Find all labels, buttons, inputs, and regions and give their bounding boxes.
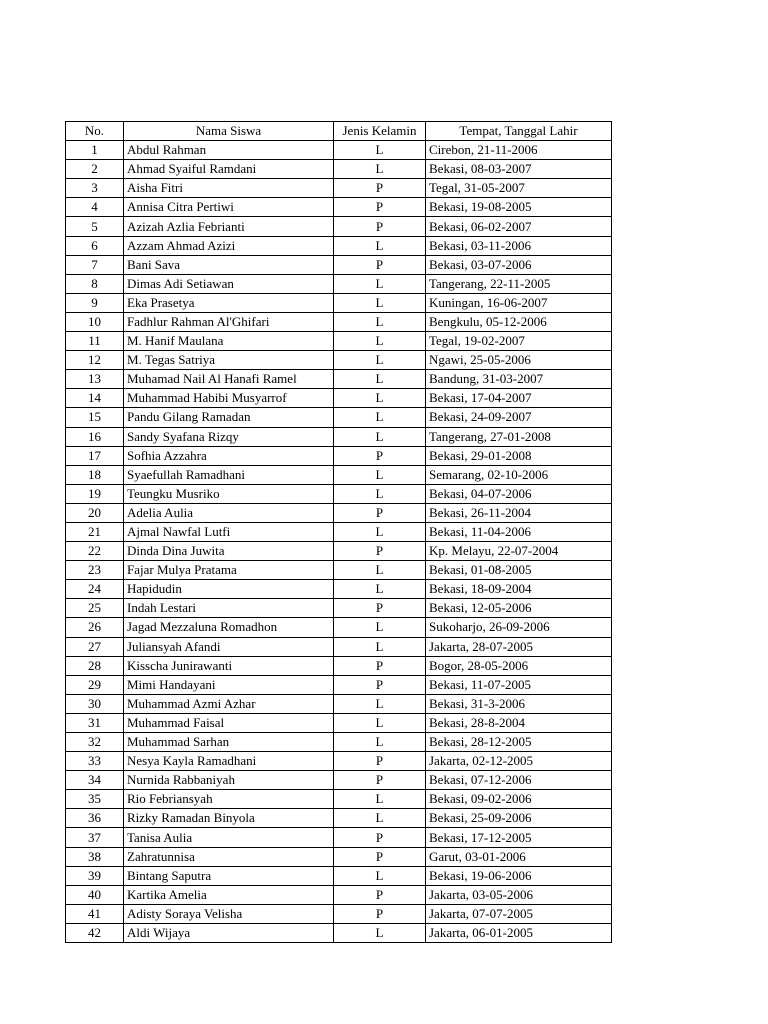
cell-no: 42	[66, 923, 124, 942]
cell-tempat-tanggal-lahir: Bekasi, 31-3-2006	[426, 694, 612, 713]
table-row	[66, 809, 612, 828]
cell-no: 22	[66, 542, 124, 561]
cell-tempat-tanggal-lahir: Bekasi, 11-04-2006	[426, 522, 612, 541]
cell-no: 11	[66, 332, 124, 351]
cell-nama-siswa: Fajar Mulya Pratama	[124, 561, 334, 580]
header-no: No.	[66, 122, 124, 141]
table-row	[66, 446, 612, 465]
cell-jenis-kelamin: P	[334, 847, 426, 866]
cell-tempat-tanggal-lahir: Tangerang, 27-01-2008	[426, 427, 612, 446]
cell-no: 38	[66, 847, 124, 866]
cell-nama-siswa: Muhammad Azmi Azhar	[124, 694, 334, 713]
cell-tempat-tanggal-lahir: Cirebon, 21-11-2006	[426, 141, 612, 160]
cell-nama-siswa: Rizky Ramadan Binyola	[124, 809, 334, 828]
table-row	[66, 847, 612, 866]
cell-no: 18	[66, 465, 124, 484]
table-row	[66, 312, 612, 331]
cell-nama-siswa: Hapidudin	[124, 580, 334, 599]
cell-tempat-tanggal-lahir: Bengkulu, 05-12-2006	[426, 312, 612, 331]
cell-nama-siswa: Abdul Rahman	[124, 141, 334, 160]
cell-no: 21	[66, 522, 124, 541]
cell-jenis-kelamin: L	[334, 465, 426, 484]
cell-nama-siswa: Pandu Gilang Ramadan	[124, 408, 334, 427]
table-row	[66, 332, 612, 351]
cell-no: 36	[66, 809, 124, 828]
cell-no: 15	[66, 408, 124, 427]
cell-jenis-kelamin: P	[334, 675, 426, 694]
cell-nama-siswa: Dimas Adi Setiawan	[124, 274, 334, 293]
cell-nama-siswa: Muhammad Faisal	[124, 713, 334, 732]
table-row	[66, 771, 612, 790]
table-row	[66, 503, 612, 522]
cell-nama-siswa: Kartika Amelia	[124, 885, 334, 904]
cell-no: 23	[66, 561, 124, 580]
cell-nama-siswa: Rio Febriansyah	[124, 790, 334, 809]
cell-nama-siswa: Nurnida Rabbaniyah	[124, 771, 334, 790]
cell-nama-siswa: Nesya Kayla Ramadhani	[124, 752, 334, 771]
cell-no: 39	[66, 866, 124, 885]
cell-jenis-kelamin: L	[334, 332, 426, 351]
cell-jenis-kelamin: L	[334, 427, 426, 446]
cell-no: 30	[66, 694, 124, 713]
cell-no: 13	[66, 370, 124, 389]
cell-jenis-kelamin: L	[334, 561, 426, 580]
table-row	[66, 255, 612, 274]
cell-no: 10	[66, 312, 124, 331]
cell-nama-siswa: Ajmal Nawfal Lutfi	[124, 522, 334, 541]
cell-nama-siswa: Mimi Handayani	[124, 675, 334, 694]
cell-tempat-tanggal-lahir: Sukoharjo, 26-09-2006	[426, 618, 612, 637]
cell-tempat-tanggal-lahir: Bekasi, 08-03-2007	[426, 160, 612, 179]
cell-jenis-kelamin: P	[334, 198, 426, 217]
cell-no: 14	[66, 389, 124, 408]
cell-nama-siswa: Teungku Musriko	[124, 484, 334, 503]
table-row	[66, 752, 612, 771]
cell-tempat-tanggal-lahir: Bekasi, 28-12-2005	[426, 733, 612, 752]
cell-tempat-tanggal-lahir: Bekasi, 11-07-2005	[426, 675, 612, 694]
table-row	[66, 274, 612, 293]
cell-tempat-tanggal-lahir: Jakarta, 03-05-2006	[426, 885, 612, 904]
cell-no: 3	[66, 179, 124, 198]
cell-no: 41	[66, 904, 124, 923]
cell-jenis-kelamin: L	[334, 790, 426, 809]
table-row	[66, 484, 612, 503]
header-nama-siswa: Nama Siswa	[124, 122, 334, 141]
cell-jenis-kelamin: P	[334, 771, 426, 790]
cell-no: 33	[66, 752, 124, 771]
cell-nama-siswa: Kisscha Junirawanti	[124, 656, 334, 675]
cell-tempat-tanggal-lahir: Bekasi, 03-07-2006	[426, 255, 612, 274]
cell-nama-siswa: Azzam Ahmad Azizi	[124, 236, 334, 255]
cell-tempat-tanggal-lahir: Bekasi, 17-04-2007	[426, 389, 612, 408]
table-row	[66, 656, 612, 675]
cell-no: 40	[66, 885, 124, 904]
cell-jenis-kelamin: L	[334, 923, 426, 942]
cell-tempat-tanggal-lahir: Tegal, 31-05-2007	[426, 179, 612, 198]
cell-tempat-tanggal-lahir: Tegal, 19-02-2007	[426, 332, 612, 351]
cell-tempat-tanggal-lahir: Bekasi, 04-07-2006	[426, 484, 612, 503]
cell-nama-siswa: Tanisa Aulia	[124, 828, 334, 847]
table-row	[66, 217, 612, 236]
table-row	[66, 522, 612, 541]
table-row	[66, 561, 612, 580]
cell-jenis-kelamin: P	[334, 656, 426, 675]
cell-tempat-tanggal-lahir: Jakarta, 02-12-2005	[426, 752, 612, 771]
cell-jenis-kelamin: L	[334, 141, 426, 160]
cell-jenis-kelamin: P	[334, 542, 426, 561]
cell-jenis-kelamin: L	[334, 236, 426, 255]
cell-nama-siswa: Muhamad Nail Al Hanafi Ramel	[124, 370, 334, 389]
cell-jenis-kelamin: L	[334, 389, 426, 408]
cell-no: 6	[66, 236, 124, 255]
cell-tempat-tanggal-lahir: Bogor, 28-05-2006	[426, 656, 612, 675]
cell-nama-siswa: Azizah Azlia Febrianti	[124, 217, 334, 236]
table-row	[66, 904, 612, 923]
cell-jenis-kelamin: P	[334, 599, 426, 618]
cell-nama-siswa: Muhammad Habibi Musyarrof	[124, 389, 334, 408]
cell-nama-siswa: Zahratunnisa	[124, 847, 334, 866]
table-row	[66, 465, 612, 484]
cell-no: 8	[66, 274, 124, 293]
cell-no: 1	[66, 141, 124, 160]
cell-jenis-kelamin: P	[334, 179, 426, 198]
cell-tempat-tanggal-lahir: Jakarta, 28-07-2005	[426, 637, 612, 656]
cell-jenis-kelamin: L	[334, 293, 426, 312]
cell-nama-siswa: Sofhia Azzahra	[124, 446, 334, 465]
table-header-row	[66, 122, 612, 141]
table-row	[66, 580, 612, 599]
header-tempat-tanggal-lahir: Tempat, Tanggal Lahir	[426, 122, 612, 141]
cell-nama-siswa: Bani Sava	[124, 255, 334, 274]
cell-jenis-kelamin: P	[334, 217, 426, 236]
cell-tempat-tanggal-lahir: Bekasi, 26-11-2004	[426, 503, 612, 522]
cell-nama-siswa: Aldi Wijaya	[124, 923, 334, 942]
cell-jenis-kelamin: L	[334, 522, 426, 541]
cell-jenis-kelamin: L	[334, 618, 426, 637]
cell-tempat-tanggal-lahir: Bekasi, 18-09-2004	[426, 580, 612, 599]
cell-jenis-kelamin: L	[334, 694, 426, 713]
cell-nama-siswa: Jagad Mezzaluna Romadhon	[124, 618, 334, 637]
table-row	[66, 236, 612, 255]
table-row	[66, 828, 612, 847]
cell-tempat-tanggal-lahir: Bekasi, 07-12-2006	[426, 771, 612, 790]
cell-jenis-kelamin: L	[334, 637, 426, 656]
cell-nama-siswa: Bintang Saputra	[124, 866, 334, 885]
table-row	[66, 179, 612, 198]
table-row	[66, 618, 612, 637]
cell-nama-siswa: Ahmad Syaiful Ramdani	[124, 160, 334, 179]
cell-jenis-kelamin: P	[334, 255, 426, 274]
cell-nama-siswa: Muhammad Sarhan	[124, 733, 334, 752]
cell-jenis-kelamin: L	[334, 351, 426, 370]
cell-no: 5	[66, 217, 124, 236]
cell-nama-siswa: Eka Prasetya	[124, 293, 334, 312]
cell-nama-siswa: Juliansyah Afandi	[124, 637, 334, 656]
cell-jenis-kelamin: P	[334, 503, 426, 522]
cell-nama-siswa: Aisha Fitri	[124, 179, 334, 198]
cell-jenis-kelamin: L	[334, 866, 426, 885]
table-row	[66, 141, 612, 160]
cell-tempat-tanggal-lahir: Bekasi, 17-12-2005	[426, 828, 612, 847]
cell-jenis-kelamin: P	[334, 828, 426, 847]
cell-tempat-tanggal-lahir: Bandung, 31-03-2007	[426, 370, 612, 389]
cell-no: 19	[66, 484, 124, 503]
table-row	[66, 389, 612, 408]
cell-no: 9	[66, 293, 124, 312]
table-body	[66, 141, 612, 943]
cell-nama-siswa: Sandy Syafana Rizqy	[124, 427, 334, 446]
cell-tempat-tanggal-lahir: Bekasi, 25-09-2006	[426, 809, 612, 828]
cell-nama-siswa: Adelia Aulia	[124, 503, 334, 522]
table-row	[66, 637, 612, 656]
cell-tempat-tanggal-lahir: Bekasi, 09-02-2006	[426, 790, 612, 809]
table-row	[66, 790, 612, 809]
cell-nama-siswa: Adisty Soraya Velisha	[124, 904, 334, 923]
cell-tempat-tanggal-lahir: Bekasi, 03-11-2006	[426, 236, 612, 255]
cell-jenis-kelamin: L	[334, 713, 426, 732]
cell-jenis-kelamin: L	[334, 370, 426, 389]
cell-jenis-kelamin: L	[334, 733, 426, 752]
cell-nama-siswa: M. Tegas Satriya	[124, 351, 334, 370]
table-row	[66, 675, 612, 694]
cell-jenis-kelamin: P	[334, 752, 426, 771]
cell-jenis-kelamin: L	[334, 580, 426, 599]
cell-no: 7	[66, 255, 124, 274]
cell-no: 31	[66, 713, 124, 732]
cell-jenis-kelamin: P	[334, 446, 426, 465]
cell-tempat-tanggal-lahir: Bekasi, 06-02-2007	[426, 217, 612, 236]
table-row	[66, 198, 612, 217]
cell-tempat-tanggal-lahir: Jakarta, 06-01-2005	[426, 923, 612, 942]
table-row	[66, 542, 612, 561]
cell-jenis-kelamin: L	[334, 160, 426, 179]
cell-tempat-tanggal-lahir: Bekasi, 01-08-2005	[426, 561, 612, 580]
cell-jenis-kelamin: L	[334, 312, 426, 331]
cell-no: 20	[66, 503, 124, 522]
cell-tempat-tanggal-lahir: Kp. Melayu, 22-07-2004	[426, 542, 612, 561]
cell-nama-siswa: Dinda Dina Juwita	[124, 542, 334, 561]
table-row	[66, 923, 612, 942]
cell-tempat-tanggal-lahir: Semarang, 02-10-2006	[426, 465, 612, 484]
cell-jenis-kelamin: L	[334, 274, 426, 293]
cell-no: 34	[66, 771, 124, 790]
cell-jenis-kelamin: P	[334, 904, 426, 923]
cell-tempat-tanggal-lahir: Bekasi, 19-06-2006	[426, 866, 612, 885]
cell-nama-siswa: Syaefullah Ramadhani	[124, 465, 334, 484]
cell-no: 12	[66, 351, 124, 370]
cell-nama-siswa: Fadhlur Rahman Al'Ghifari	[124, 312, 334, 331]
table-row	[66, 599, 612, 618]
cell-tempat-tanggal-lahir: Ngawi, 25-05-2006	[426, 351, 612, 370]
table-row	[66, 427, 612, 446]
cell-no: 37	[66, 828, 124, 847]
table-row	[66, 160, 612, 179]
cell-tempat-tanggal-lahir: Bekasi, 19-08-2005	[426, 198, 612, 217]
cell-nama-siswa: Indah Lestari	[124, 599, 334, 618]
cell-jenis-kelamin: P	[334, 885, 426, 904]
table-row	[66, 293, 612, 312]
cell-no: 24	[66, 580, 124, 599]
cell-no: 16	[66, 427, 124, 446]
cell-tempat-tanggal-lahir: Bekasi, 29-01-2008	[426, 446, 612, 465]
cell-no: 2	[66, 160, 124, 179]
cell-no: 35	[66, 790, 124, 809]
cell-no: 26	[66, 618, 124, 637]
cell-tempat-tanggal-lahir: Garut, 03-01-2006	[426, 847, 612, 866]
cell-nama-siswa: M. Hanif Maulana	[124, 332, 334, 351]
cell-no: 17	[66, 446, 124, 465]
table-row	[66, 866, 612, 885]
cell-no: 4	[66, 198, 124, 217]
table-row	[66, 370, 612, 389]
cell-jenis-kelamin: L	[334, 809, 426, 828]
cell-nama-siswa: Annisa Citra Pertiwi	[124, 198, 334, 217]
cell-tempat-tanggal-lahir: Kuningan, 16-06-2007	[426, 293, 612, 312]
table-row	[66, 694, 612, 713]
student-list-sheet	[65, 121, 612, 943]
table-row	[66, 408, 612, 427]
cell-no: 25	[66, 599, 124, 618]
header-jenis-kelamin: Jenis Kelamin	[334, 122, 426, 141]
cell-tempat-tanggal-lahir: Bekasi, 12-05-2006	[426, 599, 612, 618]
cell-jenis-kelamin: L	[334, 484, 426, 503]
student-table	[65, 121, 612, 943]
cell-jenis-kelamin: L	[334, 408, 426, 427]
cell-no: 27	[66, 637, 124, 656]
cell-no: 28	[66, 656, 124, 675]
table-row	[66, 885, 612, 904]
cell-tempat-tanggal-lahir: Bekasi, 28-8-2004	[426, 713, 612, 732]
table-row	[66, 733, 612, 752]
table-row	[66, 713, 612, 732]
cell-tempat-tanggal-lahir: Tangerang, 22-11-2005	[426, 274, 612, 293]
cell-no: 29	[66, 675, 124, 694]
cell-tempat-tanggal-lahir: Bekasi, 24-09-2007	[426, 408, 612, 427]
cell-no: 32	[66, 733, 124, 752]
cell-tempat-tanggal-lahir: Jakarta, 07-07-2005	[426, 904, 612, 923]
table-row	[66, 351, 612, 370]
